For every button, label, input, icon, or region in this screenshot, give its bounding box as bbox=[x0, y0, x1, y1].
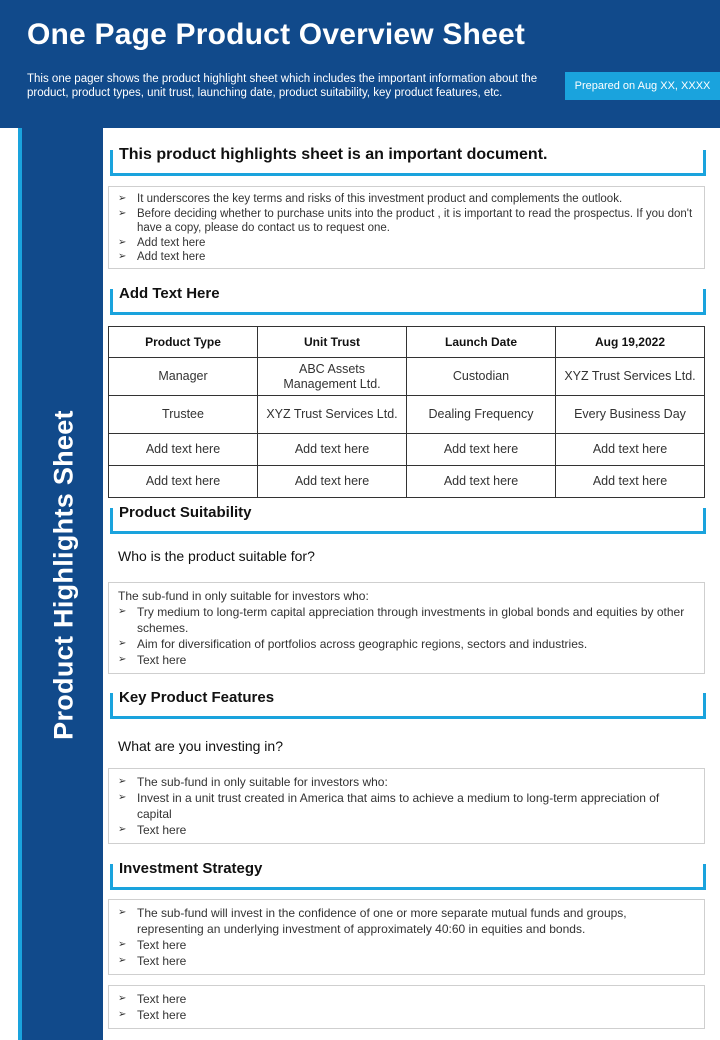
list-item: ➢ Text here bbox=[118, 652, 695, 668]
list-item: ➢ The sub-fund will invest in the confidence of one or more separate mutual funds and groups, representing an underlying investment of approximately 40:60 in equities and bonds. bbox=[118, 905, 695, 937]
table-row bbox=[109, 396, 705, 434]
list-item: ➢ Aim for diversification of portfolios across geographic regions, sectors and industries. bbox=[118, 636, 695, 652]
list-item: ➢ Add text here bbox=[118, 236, 695, 251]
table-header-cell: Product Type bbox=[109, 327, 258, 358]
list-item: ➢ Before deciding whether to purchase units into the product , it is important to read the prospectus. If you don't have a copy, please do contact us to request one. bbox=[118, 207, 695, 236]
table-cell: Add text here bbox=[556, 434, 705, 466]
table-cell: XYZ Trust Services Ltd. bbox=[556, 358, 705, 396]
features-box bbox=[108, 768, 705, 844]
section-heading-add-text bbox=[110, 285, 706, 315]
table-cell: Trustee bbox=[109, 396, 258, 434]
table-header-row bbox=[109, 327, 705, 358]
table-cell: Dealing Frequency bbox=[407, 396, 556, 434]
table-cell: ABC Assets Management Ltd. bbox=[258, 358, 407, 396]
product-table bbox=[108, 326, 705, 498]
list-item: ➢ The sub-fund in only suitable for investors who: bbox=[118, 774, 695, 790]
suitability-intro: The sub-fund in only suitable for investors who: bbox=[118, 589, 369, 603]
section-heading-text: Product Suitability bbox=[119, 504, 252, 521]
suitability-question: Who is the product suitable for? bbox=[118, 548, 315, 564]
list-item: ➢ Try medium to long-term capital appreciation through investments in global bonds and equities by other schemes. bbox=[118, 604, 695, 636]
list-item: ➢ Invest in a unit trust created in America that aims to achieve a medium to long-term appreciation of capital bbox=[118, 790, 695, 822]
prepared-date-badge: Prepared on Aug XX, XXXX bbox=[565, 72, 720, 100]
table-row bbox=[109, 434, 705, 466]
table-cell: XYZ Trust Services Ltd. bbox=[258, 396, 407, 434]
list-item: ➢ Text here bbox=[118, 937, 695, 953]
table-cell: Every Business Day bbox=[556, 396, 705, 434]
table-header-cell: Aug 19,2022 bbox=[556, 327, 705, 358]
list-item: ➢ Add text here bbox=[118, 250, 695, 265]
list-item: ➢ Text here bbox=[118, 1007, 695, 1023]
section-heading-suitability bbox=[110, 504, 706, 534]
section-heading-text: This product highlights sheet is an important document. bbox=[119, 146, 548, 163]
header-banner bbox=[0, 0, 720, 128]
table-cell: Custodian bbox=[407, 358, 556, 396]
table-cell: Add text here bbox=[556, 466, 705, 498]
table-cell: Add text here bbox=[407, 434, 556, 466]
section-heading-text: Key Product Features bbox=[119, 689, 275, 706]
extra-box bbox=[108, 985, 705, 1029]
section-heading-strategy bbox=[110, 860, 706, 890]
features-question: What are you investing in? bbox=[118, 738, 283, 754]
list-item: ➢ Text here bbox=[118, 953, 695, 969]
highlights-box bbox=[108, 186, 705, 269]
sidebar-vertical-label: Product Highlights Sheet bbox=[48, 410, 79, 740]
table-header-cell: Launch Date bbox=[407, 327, 556, 358]
section-heading-highlights bbox=[110, 146, 706, 176]
page-title: One Page Product Overview Sheet bbox=[27, 18, 526, 51]
table-cell: Add text here bbox=[109, 434, 258, 466]
list-item: ➢ Text here bbox=[118, 822, 695, 838]
table-row bbox=[109, 466, 705, 498]
table-header-cell: Unit Trust bbox=[258, 327, 407, 358]
table-cell: Add text here bbox=[258, 466, 407, 498]
list-item: ➢ Text here bbox=[118, 991, 695, 1007]
table-cell: Add text here bbox=[258, 434, 407, 466]
strategy-box bbox=[108, 899, 705, 975]
page-subtitle: This one pager shows the product highlight sheet which includes the important information about the product, product types, unit trust, launching date, product suitability, key product features, etc. bbox=[27, 73, 538, 99]
section-heading-features bbox=[110, 689, 706, 719]
table-cell: Manager bbox=[109, 358, 258, 396]
table-row bbox=[109, 358, 705, 396]
section-heading-text: Investment Strategy bbox=[119, 860, 263, 877]
list-item: ➢ It underscores the key terms and risks of this investment product and complements the outlook. bbox=[118, 192, 695, 207]
table-cell: Add text here bbox=[109, 466, 258, 498]
table-cell: Add text here bbox=[407, 466, 556, 498]
suitability-box bbox=[108, 582, 705, 674]
section-heading-text: Add Text Here bbox=[119, 285, 220, 302]
